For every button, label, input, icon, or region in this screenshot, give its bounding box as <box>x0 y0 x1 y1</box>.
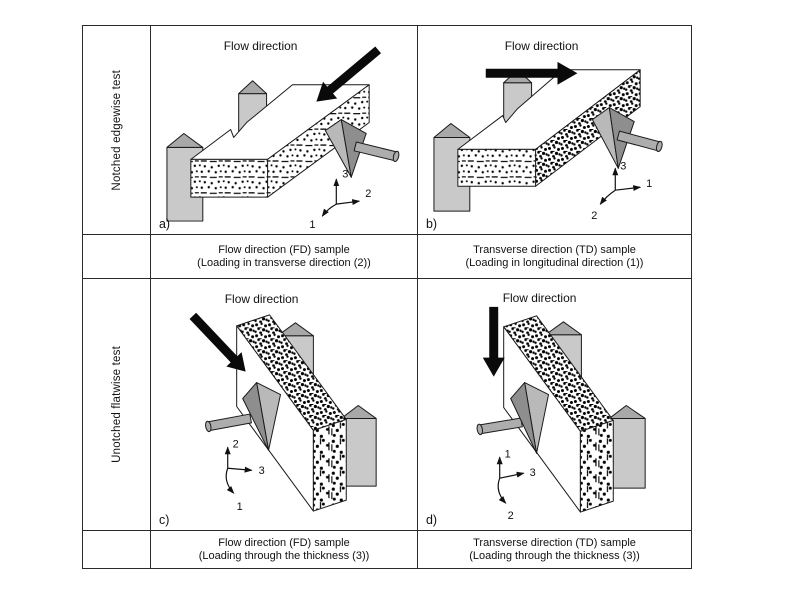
axis-out <box>226 468 234 493</box>
axis-right <box>500 473 524 478</box>
caption-spacer-bottom <box>83 531 151 569</box>
row-label-notched-edgewise-test <box>83 26 151 235</box>
caption-line2: (Loading in longitudinal direction (1)) <box>465 256 644 269</box>
flow-direction-label: Flow direction <box>223 38 298 53</box>
specimen-end-face <box>580 420 613 512</box>
flow-direction-label: Flow direction <box>224 291 299 306</box>
row-label-text-top: Notched edgewise test <box>110 69 123 191</box>
panel-a-diagram <box>151 26 417 234</box>
caption-panel-b <box>418 235 692 279</box>
loading-pin <box>205 414 252 432</box>
axis-right <box>336 201 359 204</box>
axis-up-label: 3 <box>342 168 349 181</box>
axis-right-label: 3 <box>258 465 265 478</box>
panel-c-diagram <box>151 279 417 530</box>
row-label-unotched-flatwise-test <box>83 279 151 531</box>
caption-line2: (Loading through the thickness (3)) <box>198 549 370 562</box>
axes-triad <box>309 168 371 231</box>
axis-out <box>322 204 336 216</box>
axis-out <box>600 190 615 204</box>
panel-a <box>151 26 418 235</box>
flow-direction-label: Flow direction <box>502 290 577 305</box>
specimen-end-face <box>313 419 346 511</box>
axis-right <box>615 187 640 190</box>
axis-right-label: 3 <box>529 467 536 480</box>
panel-letter: a) <box>158 217 171 232</box>
row-label-text-bottom: Unotched flatwise test <box>110 346 123 463</box>
axis-out-label: 1 <box>236 501 243 514</box>
panel-d <box>418 279 692 531</box>
axis-up-label: 2 <box>232 438 239 451</box>
axis-right-label: 1 <box>646 178 653 191</box>
axis-out <box>498 478 506 503</box>
panel-b <box>418 26 692 235</box>
panel-letter: b) <box>425 217 438 232</box>
panel-b-diagram <box>418 26 691 234</box>
loading-pin <box>476 418 522 435</box>
caption-line1: Transverse direction (TD) sample <box>473 536 636 549</box>
axis-up-label: 3 <box>620 160 627 173</box>
specimen-end-face <box>191 159 268 197</box>
axes-triad <box>591 160 652 222</box>
axis-out-label: 2 <box>507 510 514 523</box>
specimen-end-face <box>458 149 536 186</box>
panel-letter: d) <box>425 513 438 528</box>
caption-line1: Flow direction (FD) sample <box>218 243 350 256</box>
caption-line2: (Loading through the thickness (3)) <box>469 549 640 562</box>
axis-right <box>228 468 252 470</box>
caption-line2: (Loading in transverse direction (2)) <box>197 256 371 269</box>
panel-d-diagram <box>418 279 691 530</box>
axis-up-label: 1 <box>504 448 511 461</box>
test-configuration-table <box>82 25 692 569</box>
caption-line1: Transverse direction (TD) sample <box>473 243 636 256</box>
axis-out-label: 1 <box>309 219 316 232</box>
axis-right-label: 2 <box>365 188 372 201</box>
axes-triad <box>226 438 265 513</box>
flow-direction-label: Flow direction <box>504 38 579 53</box>
loading-pin <box>354 142 400 162</box>
caption-spacer-top <box>83 235 151 279</box>
panel-c <box>151 279 418 531</box>
caption-panel-a <box>151 235 418 279</box>
axes-triad <box>498 448 536 522</box>
caption-panel-c <box>151 531 418 569</box>
axis-out-label: 2 <box>591 210 598 223</box>
flow-arrow <box>483 307 505 377</box>
caption-panel-d <box>418 531 692 569</box>
caption-line1: Flow direction (FD) sample <box>218 536 350 549</box>
panel-letter: c) <box>158 513 170 528</box>
support-back-lower <box>609 405 645 488</box>
